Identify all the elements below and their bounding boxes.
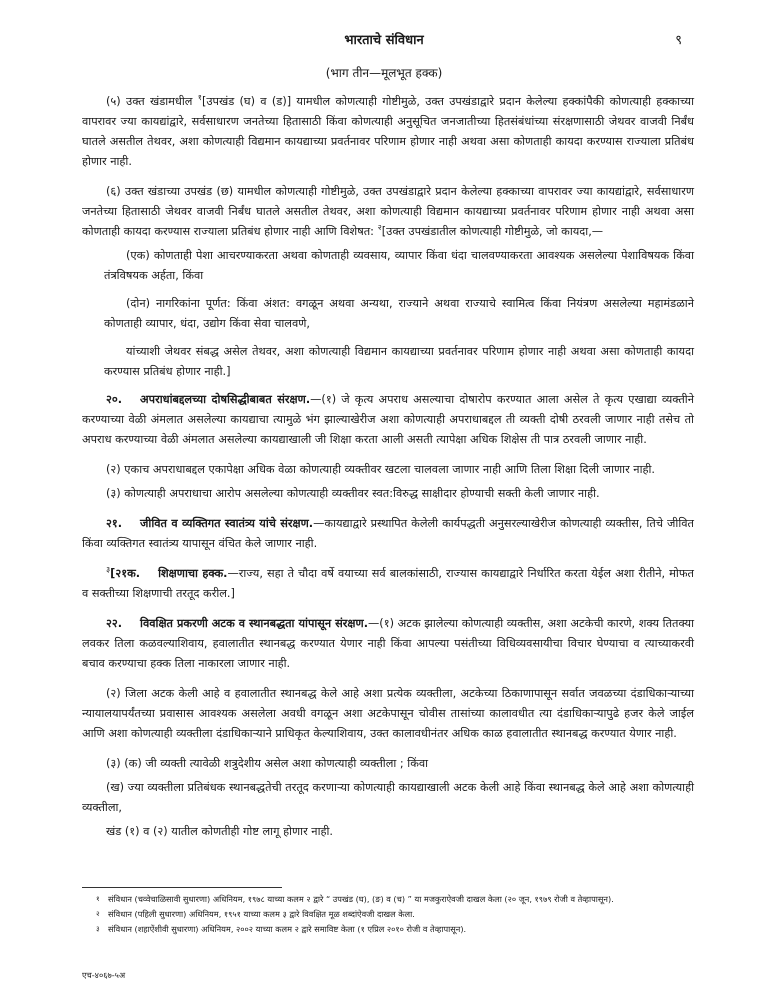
footnote-marker: १ — [96, 895, 100, 903]
part-subtitle: (भाग तीन—मूलभूत हक्क) — [325, 66, 443, 80]
footnote-divider — [82, 887, 282, 888]
article-22-clause-2: (२) जिला अटक केली आहे व हवालातीत स्थानबद्ध केले आहे अशा प्रत्येक व्यक्तीला, अटकेच्या ठिकाणापासून सर्वात जवळच्या दंडाधिकाऱ्याच्या न्यायालयापर्यंतच्या प्रवासास आवश्यक असलेला अवधी वगळून अशा अटकेपासून चोवीस तासांच्या कालावधीत त्या दंडाधिकाऱ्यापुढे हजर केले जाईल आणि अशा कोणत्याही व्यक्तीला दंडाधिकाऱ्याने प्राधिकृत केल्याशिवाय, उक्त कालावधीनंतर अधिक काळ हवालातीत स्थानबद्ध करण्यात येणार नाही. — [82, 687, 694, 740]
article-20-clause-2: (२) एकाच अपराधाबद्दल एकापेक्षा अधिक वेळा कोणत्याही व्यक्तीवर खटला चालवला जाणार नाही आणि तिला शिक्षा दिली जाणार नाही. — [106, 463, 656, 476]
article-20: २०. अपराधांबद्दलच्या दोषसिद्धीबाबत संरक्षण.—(१) जे कृत्य अपराध असल्याचा दोषारोप करण्यात आला असेल ते कृत्य एखाद्या व्यक्तीने करण्याच्या वेळी अंमलात असलेल्या कायद्याचा त्यामुळे भंग झाल्याखेरीज अशा कोणत्याही अपराधाबद्दल ती व्यक्ती दोषी ठरवली जाणार नाही तसेच तो अपराध करण्याच्या वेळी अंमलात असलेल्या कायद्याखाली जी शिक्षा करता आली असती त्यापेक्षा अधिक शिक्षेस ती पात्र ठरवली जाणार नाही. — [82, 393, 694, 446]
article-title: शिक्षणाचा हक्क. — [158, 567, 228, 580]
article-22-clause-3b: (ख) ज्या व्यक्तीला प्रतिबंधक स्थानबद्धतेची तरतूद करणाऱ्या कोणत्याही कायद्याखाली अटक केली आहे किंवा स्थानबद्ध केले आहे अशा कोणत्याही व्यक्तीला, — [82, 781, 694, 814]
clause-6-tail: यांच्याशी जेथवर संबद्ध असेल तेथवर, अशा कोणत्याही विद्यमान कायद्याच्या प्रवर्तनावर परिणाम होणार नाही अथवा असा कोणताही कायदा करण्यास प्रतिबंध होणार नाही.] — [104, 345, 694, 378]
article-title: अपराधांबद्दलच्या दोषसिद्धीबाबत संरक्षण. — [140, 393, 311, 406]
clause-5: (५) उक्त खंडामधील $^१$[उपखंड (घ) व (ड)] यामधील कोणत्याही गोष्टीमुळे, उक्त उपखंडाद्वारे प्रदान केलेल्या हक्कांपैकी कोणत्याही हक्काच्या वापरावर ज्या कायद्यांद्वारे, सर्वसाधारण जनतेच्या हितासाठी किंवा कोणत्याही अनुसूचित जनजातीच्या हितसंबंधांच्या संरक्षणासाठी जेथवर वाजवी निर्बंध घातले असतील तेथवर, अशा कोणत्याही विद्यमान कायद्याच्या प्रवर्तनावर परिणाम होणार नाही अथवा असा कोणताही कायदा करण्यास राज्याला प्रतिबंध होणार नाही. — [82, 93, 695, 168]
print-code: एच-४०६७-५अ — [82, 970, 126, 980]
footnote-ref: २ — [377, 223, 382, 233]
clause-label: (६) — [106, 185, 121, 198]
footnote-ref: ३ — [106, 565, 111, 575]
footnote-marker: २ — [96, 910, 100, 918]
article-number: २१. — [106, 517, 123, 530]
clause-6: (६) उक्त खंडाच्या उपखंड (छ) यामधील कोणत्याही गोष्टीमुळे, उक्त उपखंडाद्वारे प्रदान केलेल्या हक्काच्या वापरावर ज्या कायद्यांद्वारे, सर्वसाधारण जनतेच्या हितासाठी जेथवर वाजवी निर्बंध घातले असतील तेथवर, अशा कोणत्याही विद्यमान कायद्याच्या प्रवर्तनावर परिणाम होणार नाही अथवा असा कोणताही कायदा करण्यास राज्याला प्रतिबंध होणार नाही आणि विशेषत: $^२$[उक्त उपखंडातील कोणत्याही गोष्टीमुळे, जो कायदा,— — [82, 185, 695, 238]
article-22-clause-3a: (३) (क) जी व्यक्ती त्यावेळी शत्रुदेशीय असेल अशा कोणत्याही व्यक्तीला ; किंवा — [106, 757, 429, 770]
footnote: १ संविधान (चव्वेचाळिसावी सुधारणा) अधिनियम, १९७८ याच्या कलम २ द्वारे “ उपखंड (घ), (ङ) व (च) ” या मजकुराऐवजी दाखल केला (२० जून, १९७९ रोजी व तेव्हापासून). — [96, 894, 614, 904]
footnote: ३ संविधान (शहाऐंशीवी सुधारणा) अधिनियम, २००२ याच्या कलम २ द्वारे समाविष्ट केला (१ एप्रिल २०१० रोजी व तेव्हापासून). — [96, 924, 467, 934]
page-number: ९ — [675, 33, 682, 48]
footnotes — [96, 892, 694, 937]
article-title: जीवित व व्यक्तिगत स्वातंत्र्य यांचे संरक्षण. — [140, 517, 314, 530]
article-number: [२१क. — [110, 567, 141, 580]
article-number: २०. — [106, 393, 123, 406]
article-21: २१. जीवित व व्यक्तिगत स्वातंत्र्य यांचे संरक्षण.—कायद्याद्वारे प्रस्थापित केलेली कार्यपद्धती अनुसरल्याखेरीज कोणत्याही व्यक्तीस, तिचे जीवित किंवा व्यक्तिगत स्वातंत्र्य यापासून वंचित केले जाणार नाही. — [82, 517, 694, 550]
footnote-ref: १ — [197, 93, 202, 103]
sub-clause-2: (दोन) नागरिकांना पूर्णत: किंवा अंशत: वगळून अथवा अन्यथा, राज्याने अथवा राज्याचे स्वामित्व किंवा नियंत्रण असलेल्या महामंडळाने कोणताही व्यापार, धंदा, उद्योग किंवा सेवा चालवणे, — [104, 297, 694, 330]
article-number: २२. — [106, 617, 123, 630]
article-22: २२. विवक्षित प्रकरणी अटक व स्थानबद्धता यांपासून संरक्षण.—(१) अटक झालेल्या कोणत्याही व्यक्तीस, अशा अटकेची कारणे, शक्य तितक्या लवकर तिला कळवल्याशिवाय, हवालातीत स्थानबद्ध करण्यात येणार नाही किंवा आपल्या पसंतीच्या विधिव्यवसायीचा विचार घेण्याचा व त्याच्याकरवी बचाव करण्याचा हक्क तिला नाकारला जाणार नाही. — [82, 617, 694, 670]
sub-clause-1: (एक) कोणताही पेशा आचरण्याकरता अथवा कोणताही व्यवसाय, व्यापार किंवा धंदा चालवण्याकरता आवश्यक असलेल्या पेशाविषयक किंवा तंत्रविषयक अर्हता, किंवा — [104, 249, 694, 282]
article-22-clause-3-tail: खंड (१) व (२) यातील कोणतीही गोष्ट लागू होणार नाही. — [106, 825, 334, 838]
document-body — [82, 92, 694, 852]
article-title: विवक्षित प्रकरणी अटक व स्थानबद्धता यांपासून संरक्षण. — [140, 617, 368, 630]
page-title: भारताचे संविधान — [344, 33, 424, 48]
clause-label: (५) — [106, 95, 121, 108]
article-21a: $^३$[२१क. शिक्षणाचा हक्क.—राज्य, सहा ते चौदा वर्षे वयाच्या सर्व बालकांसाठी, राज्यास कायद्याद्वारे निर्धारित करता येईल अशा रीतीने, मोफत व सक्तीच्या शिक्षणाची तरतूद करील.] — [82, 565, 694, 600]
footnote: २ संविधान (पहिली सुधारणा) अधिनियम, १९५१ याच्या कलम ३ द्वारे विवक्षित मूळ शब्दांऐवजी दाखल केला. — [96, 909, 415, 919]
article-20-clause-3: (३) कोणत्याही अपराधाचा आरोप असलेल्या कोणत्याही व्यक्तीवर स्वत:विरुद्ध साक्षीदार होण्याची सक्ती केली जाणार नाही. — [106, 487, 600, 500]
footnote-marker: ३ — [96, 925, 100, 933]
